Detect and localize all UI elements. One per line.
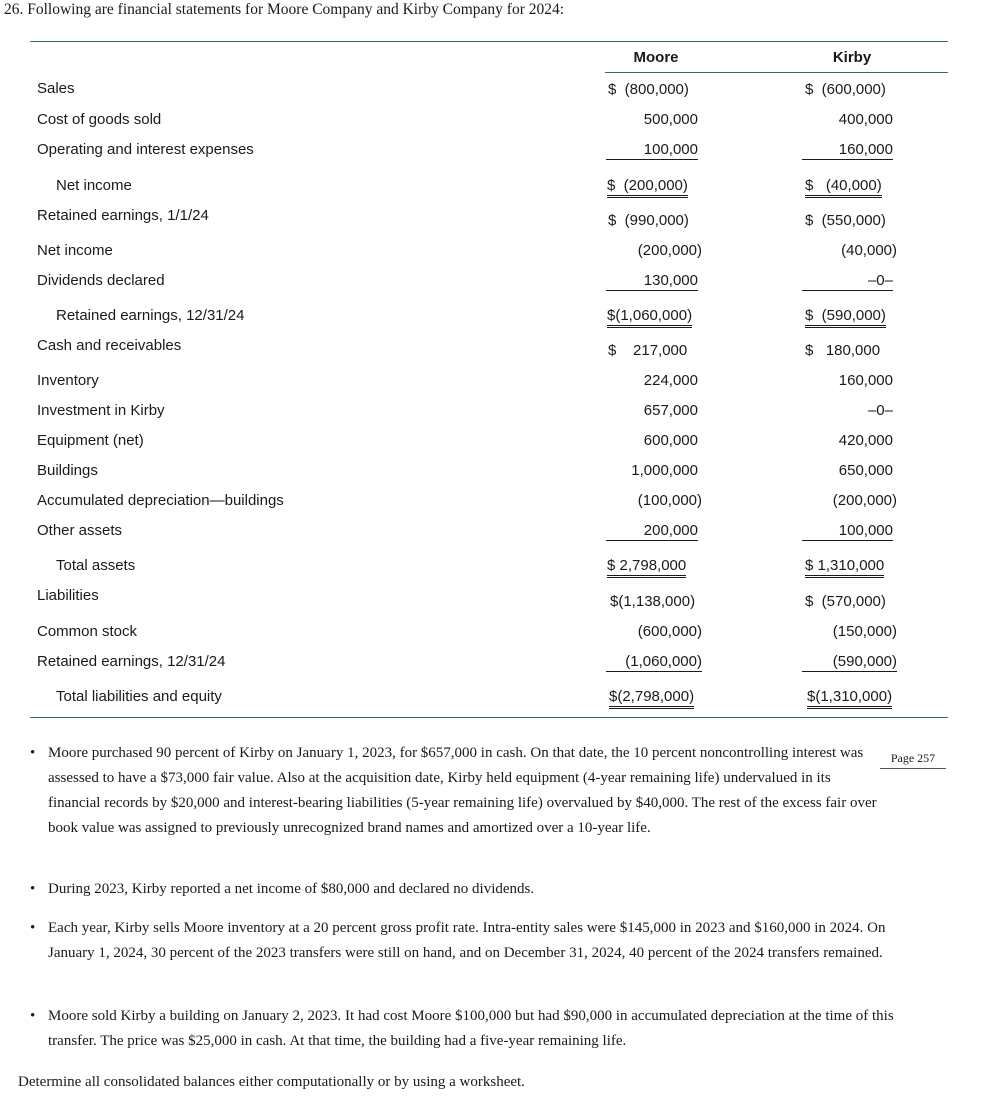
column-header-moore: Moore xyxy=(633,49,679,66)
kirby-net-income-re: (40,000) xyxy=(841,242,897,259)
moore-liabilities: $(1,138,000) xyxy=(610,593,696,610)
kirby-investment: –0– xyxy=(867,402,893,419)
bullet-dot: • xyxy=(30,881,36,897)
kirby-dividends: –0– xyxy=(802,272,893,291)
kirby-liabilities: $ (570,000) xyxy=(805,593,886,610)
moore-cogs: 500,000 xyxy=(643,111,698,128)
column-header-kirby: Kirby xyxy=(832,49,872,66)
moore-dividends: 130,000 xyxy=(606,272,698,291)
row-label-other-assets: Other assets xyxy=(37,522,123,539)
bullet-text: Moore sold Kirby a building on January 2, 2023. It had cost Moore $100,000 but had $90,000 in accumulated depreciation at the time of this transfer. The price was $25,000 in cash. At that time, the building had a five-year remaining life. xyxy=(48,1008,894,1049)
kirby-cash: $ 180,000 xyxy=(805,342,881,359)
row-label-re-ending-bs: Retained earnings, 12/31/24 xyxy=(37,653,226,670)
row-label-net-income: Net income xyxy=(56,177,132,194)
kirby-re-beginning: $ (550,000) xyxy=(805,212,886,229)
row-label-inventory: Inventory xyxy=(37,372,99,389)
kirby-net-income: $ (40,000) xyxy=(805,177,882,198)
moore-re-beginning: $ (990,000) xyxy=(608,212,689,229)
kirby-other-assets: 100,000 xyxy=(802,522,893,541)
moore-sales: $ (800,000) xyxy=(608,81,689,98)
row-label-net-income-re: Net income xyxy=(37,242,113,259)
kirby-re-ending-bs: (590,000) xyxy=(802,653,897,672)
kirby-inventory: 160,000 xyxy=(838,372,893,389)
kirby-operating: 160,000 xyxy=(802,141,893,160)
moore-net-income-re: (200,000) xyxy=(637,242,702,259)
bullet-dot: • xyxy=(30,745,36,761)
financial-statements-table xyxy=(30,41,948,718)
moore-net-income: $ (200,000) xyxy=(607,177,688,198)
row-label-re-beginning: Retained earnings, 1/1/24 xyxy=(37,207,209,224)
moore-common-stock: (600,000) xyxy=(637,623,702,640)
row-label-buildings: Buildings xyxy=(37,462,98,479)
moore-operating: 100,000 xyxy=(606,141,698,160)
moore-other-assets: 200,000 xyxy=(606,522,698,541)
row-label-total-assets: Total assets xyxy=(56,557,136,574)
row-label-liabilities: Liabilities xyxy=(37,587,99,604)
moore-buildings: 1,000,000 xyxy=(631,462,698,479)
bullet-dot: • xyxy=(30,1008,36,1024)
moore-re-ending: $(1,060,000) xyxy=(607,307,692,328)
bullet-text: Moore purchased 90 percent of Kirby on January 1, 2023, for $657,000 in cash. On that date, the 10 percent noncontrolling interest was assessed to have a $73,000 fair value. Also at the acquisition date, Kirby held equipment (4-year remaining life) undervalued in its financial records by $20,000 and interest-bearing liabilities (5-year remaining life) overvalued by $40,000. The rest of the excess fair over book value was assigned to previously unrecognized brand names and amortized over a 10-year life. xyxy=(48,745,877,836)
row-label-re-ending: Retained earnings, 12/31/24 xyxy=(56,307,245,324)
row-label-total-le: Total liabilities and equity xyxy=(56,688,222,705)
moore-total-le: $(2,798,000) xyxy=(609,688,694,709)
bullet-text: Each year, Kirby sells Moore inventory at a 20 percent gross profit rate. Intra-entity sales were $145,000 in 2023 and $160,000 in 2024. On January 1, 2024, 30 percent of the 2023 transfers were still on hand, and on December 31, 2024, 40 percent of the 2024 transfers remained. xyxy=(48,920,886,961)
problem-title: 26. Following are financial statements for Moore Company and Kirby Company for 2024: xyxy=(4,1,565,18)
kirby-total-assets: $ 1,310,000 xyxy=(805,557,884,578)
moore-total-assets: $ 2,798,000 xyxy=(607,557,686,578)
row-label-sales: Sales xyxy=(37,80,75,97)
moore-investment: 657,000 xyxy=(643,402,698,419)
row-label-common-stock: Common stock xyxy=(37,623,138,640)
moore-re-ending-bs: (1,060,000) xyxy=(606,653,702,672)
kirby-equipment: 420,000 xyxy=(838,432,893,449)
instruction-text: Determine all consolidated balances either computationally or by using a worksheet. xyxy=(18,1074,525,1090)
moore-accum-dep: (100,000) xyxy=(637,492,702,509)
kirby-cogs: 400,000 xyxy=(838,111,893,128)
kirby-total-le: $(1,310,000) xyxy=(807,688,892,709)
header-rule xyxy=(605,72,948,73)
kirby-common-stock: (150,000) xyxy=(832,623,897,640)
kirby-buildings: 650,000 xyxy=(838,462,893,479)
page-marker: Page 257 xyxy=(880,751,946,769)
bullet-dot: • xyxy=(30,920,36,936)
row-label-cogs: Cost of goods sold xyxy=(37,111,162,128)
moore-inventory: 224,000 xyxy=(643,372,698,389)
bullet-text: During 2023, Kirby reported a net income of $80,000 and declared no dividends. xyxy=(48,881,535,897)
row-label-dividends: Dividends declared xyxy=(37,272,165,289)
kirby-sales: $ (600,000) xyxy=(805,81,886,98)
row-label-accum-dep: Accumulated depreciation—buildings xyxy=(37,492,284,509)
bullet-item-acquisition xyxy=(30,741,930,866)
row-label-cash: Cash and receivables xyxy=(37,337,182,354)
row-label-investment: Investment in Kirby xyxy=(37,402,165,419)
moore-equipment: 600,000 xyxy=(643,432,698,449)
row-label-operating: Operating and interest expenses xyxy=(37,141,254,158)
kirby-accum-dep: (200,000) xyxy=(832,492,897,509)
moore-cash: $ 217,000 xyxy=(608,342,688,359)
kirby-re-ending: $ (590,000) xyxy=(805,307,886,328)
row-label-equipment: Equipment (net) xyxy=(37,432,144,449)
